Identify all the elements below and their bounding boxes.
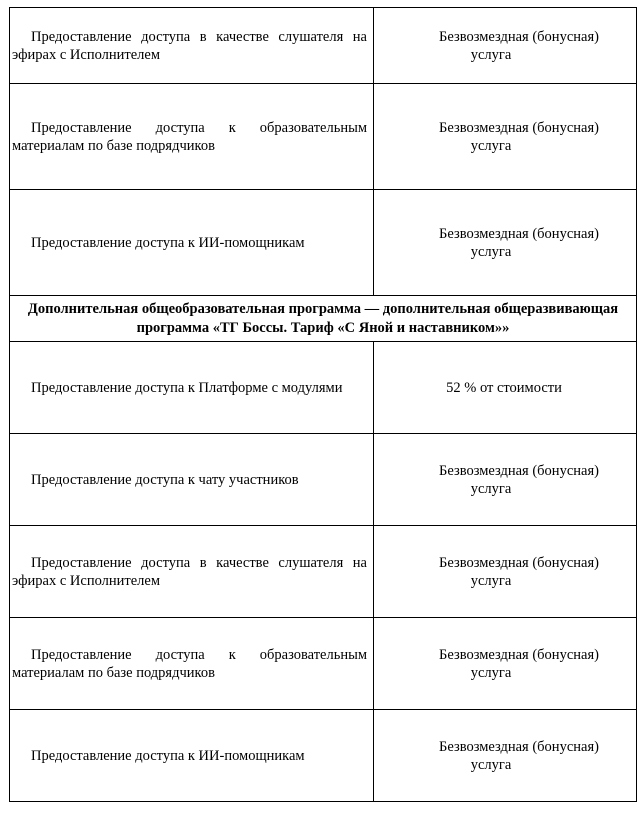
service-name [10,119,373,155]
service-price [374,119,636,155]
service-price [374,225,636,261]
program-title-line: программа «ТГ Боссы. Тариф «С Яной и наставником»» [136,319,510,336]
services-table [9,7,637,802]
service-price-line: услуга [470,756,512,773]
service-price [374,462,636,498]
table-row [10,84,637,190]
service-name: Предоставление доступа к Платформе с модулями [31,379,343,396]
service-name-line: эфирах с Исполнителем [12,46,161,63]
service-price-cell [374,190,637,296]
service-price-line: услуга [470,46,512,63]
service-name-line: материалам по базе подрядчиков [12,664,215,681]
service-price-line: Безвозмездная (бонусная) [439,225,599,242]
table-row [10,710,637,802]
service-name-cell [10,8,374,84]
service-price-line: Безвозмездная (бонусная) [439,28,599,45]
service-price-cell [374,342,637,434]
service-price-line: Безвозмездная (бонусная) [439,646,599,663]
service-name [10,554,373,590]
service-name-cell [10,618,374,710]
table-row [10,8,637,84]
table-row [10,618,637,710]
service-name-cell [10,190,374,296]
service-name [10,28,373,64]
program-title-line: Дополнительная общеобразовательная программа — дополнительная общеразвивающая [27,300,619,317]
service-price-line: услуга [470,480,512,497]
section-header-row [10,296,637,342]
service-price [374,554,636,590]
service-name [10,646,373,682]
service-price-line: услуга [470,243,512,260]
service-name-line: Предоставление доступа в качестве слушателя на [31,28,367,45]
service-price-cell [374,8,637,84]
service-name-cell [10,526,374,618]
service-name-cell [10,342,374,434]
service-price-line: услуга [470,572,512,589]
service-name-line: эфирах с Исполнителем [12,572,161,589]
service-price-cell [374,618,637,710]
program-section-title [10,296,637,342]
service-price-line: услуга [470,137,512,154]
service-name: Предоставление доступа к чату участников [31,471,299,488]
service-price-cell [374,526,637,618]
service-price-line: услуга [470,664,512,681]
service-price-cell [374,84,637,190]
service-price-cell [374,434,637,526]
service-price [374,646,636,682]
service-price [374,738,636,774]
table-row [10,342,637,434]
service-name-cell [10,710,374,802]
service-name-line: Предоставление доступа к образовательным [31,646,367,663]
service-price [374,28,636,64]
table-row [10,434,637,526]
service-name-line: Предоставление доступа к образовательным [31,119,367,136]
service-price-line: Безвозмездная (бонусная) [439,462,599,479]
service-price-line: Безвозмездная (бонусная) [439,554,599,571]
service-name: Предоставление доступа к ИИ-помощникам [31,234,305,251]
service-name-cell [10,434,374,526]
service-price: 52 % от стоимости [446,379,562,396]
table-row [10,190,637,296]
service-name: Предоставление доступа к ИИ-помощникам [31,747,305,764]
service-name-cell [10,84,374,190]
service-name-line: материалам по базе подрядчиков [12,137,215,154]
table-row [10,526,637,618]
service-price-cell [374,710,637,802]
service-price-line: Безвозмездная (бонусная) [439,738,599,755]
service-name-line: Предоставление доступа в качестве слушателя на [31,554,367,571]
service-price-line: Безвозмездная (бонусная) [439,119,599,136]
